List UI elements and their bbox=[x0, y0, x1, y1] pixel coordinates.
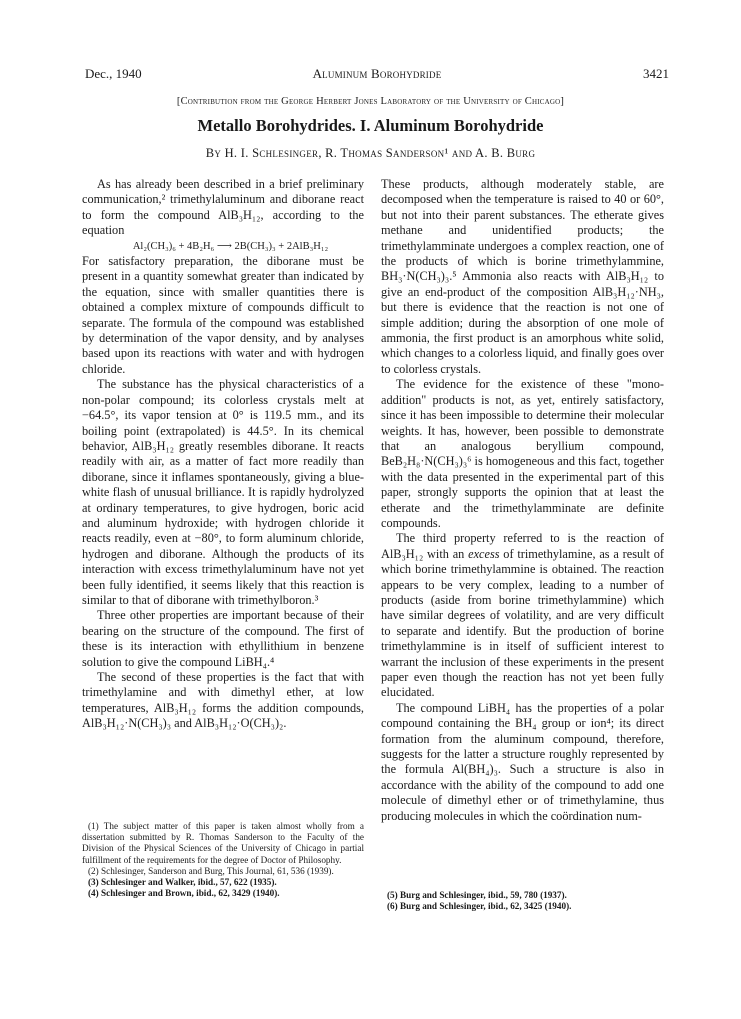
contribution-line: [Contribution from the George Herbert Jones Laboratory of the University of Chicago] bbox=[176, 96, 565, 107]
paragraph: The second of these properties is the fact that with trimethylamine and with dimethyl ether, at low temperatures, AlB₃H₁₂ forms the addition compounds, AlB₃H₁₂·N(CH₃)₃ and AlB₃H₁₂·O(CH₃)₂. bbox=[82, 670, 364, 731]
left-column bbox=[82, 177, 364, 732]
footnote: (6) Burg and Schlesinger, ibid., 62, 3425 (1940). bbox=[387, 901, 572, 912]
emphasis: excess bbox=[468, 546, 500, 561]
issue-date: Dec., 1940 bbox=[85, 66, 142, 81]
paragraph: Three other properties are important because of their bearing on the structure of the compound. The first of these is its interaction with ethyllithium in benzene solution to give the compound LiBH₄.⁴ bbox=[82, 608, 364, 669]
paragraph: The compound LiBH₄ has the properties of a polar compound containing the BH₄ group or ion⁴; its direct formation from the aluminum compound, therefore, suggests for the latter a structure roughly represented by the formula Al(BH₄)₃. Such a structure is also in accordance with the ability of the compound to add one molecule of dimethyl ether or of trimethylamine, thus producing molecules in which the coördination num- bbox=[381, 700, 664, 823]
right-column bbox=[381, 177, 664, 824]
paragraph: The substance has the physical characteristics of a non-polar compound; its colorless crystals melt at −64.5°, its vapor tension at 0° is 119.5 mm., and its boiling point (extrapolated) is 44.5°. In its chemical behavior, AlB₃H₁₂ greatly resembles diborane. It reacts readily with air, as a matter of fact more readily than diborane, since it inflames spontaneously, giving a blue-white flash of unusual brilliance. It is rapidly hydrolyzed at ordinary temperatures, to give hydrogen, boric acid and aluminum hydroxide; with hydrogen chloride it reacts readily, even at −80°, to form aluminum chloride, hydrogen and diborane. Although the products of its interaction with excess trimethylaluminum have not yet been fully identified, it seems likely that this reaction is similar to that of diborane with trimethylboron.³ bbox=[82, 377, 364, 607]
article-title: Metallo Borohydrides. I. Aluminum Borohydride bbox=[197, 116, 544, 135]
paragraph: The evidence for the existence of these "mono-addition" products is not, as yet, entirely satisfactory, since it has been impossible to determine their molecular weights. It has, however, been possible to demonstrate that an analogous beryllium compound, BeB₂H₈·N(CH₃)₃⁶ is homogeneous and this fact, together with the data presented in the experimental part of this paper, strongly supports the opinion that at least the etherate and the trimethylamminate are definite compounds. bbox=[381, 377, 664, 530]
paragraph: As has already been described in a brief preliminary communication,² trimethylaluminum and diborane react to form the compound AlB₃H₁₂, according to the equation bbox=[82, 177, 364, 238]
footnote: (5) Burg and Schlesinger, ibid., 59, 780 (1937). bbox=[387, 890, 567, 900]
footnotes-left bbox=[82, 821, 364, 899]
paragraph bbox=[381, 531, 664, 700]
running-title: Aluminum Borohydride bbox=[312, 66, 442, 81]
paragraph: For satisfactory preparation, the diborane must be present in a quantity somewhat greater than indicated by the equation, since with smaller quantities there is obtained a complex mixture of compounds difficult to separate. The formula of the compound was established by determination of the vapor density, and by analyses based upon its reactions with water and with hydrogen chloride. bbox=[82, 254, 364, 376]
page-number: 3421 bbox=[643, 66, 669, 81]
text-run: of trimethylamine, as a result of which borine trimethylammine is obtained. The reaction appears to be very complex, leading to a number of products (aside from borine trimethylammine) which have similar degrees of volatility, and are very difficult to separate and identify. But the production of borine trimethylammine is in itself of sufficient interest to warrant the inclusion of these experiments in the present paper even though the reaction has not yet been fully elucidated. bbox=[381, 546, 665, 700]
footnote: (3) Schlesinger and Walker, ibid., 57, 622 (1935). bbox=[88, 877, 277, 888]
footnotes-right bbox=[381, 890, 664, 912]
footnote: (4) Schlesinger and Brown, ibid., 62, 3429 (1940). bbox=[88, 888, 280, 899]
footnote: (1) The subject matter of this paper is taken almost wholly from a dissertation submitted by R. Thomas Sanderson to the Faculty of the Division of the Physical Sciences of the University of Chicago in partial fulfillment of the requirements for the degree of Doctor of Philosophy. bbox=[82, 821, 364, 865]
paragraph: These products, although moderately stable, are decomposed when the temperature is raised to 40 or 60°, but not into their parent substances. The etherate gives methane and unidentified products; the trimethylamminate undergoes a complex reaction, one of the products of which is borine trimethylammine, BH₃·N(CH₃)₃.⁵ Ammonia also reacts with AlB₃H₁₂ to give an end-product of the composition AlB₃H₁₂·NH₃, but there is evidence that the reaction is not one of simple addition; during the absorption of one mole of ammonia, the first product is an amorphous white solid, which changes to a colorless liquid, and finally goes over to colorless crystals. bbox=[381, 177, 664, 376]
author-line: By H. I. Schlesinger, R. Thomas Sanderson¹ and A. B. Burg bbox=[205, 146, 536, 160]
footnote: (2) Schlesinger, Sanderson and Burg, This Journal, 61, 536 (1939). bbox=[88, 865, 334, 876]
reaction-equation: Al₂(CH₃)₆ + 4B₂H₆ ⟶ 2B(CH₃)₃ + 2AlB₃H₁₂ bbox=[132, 240, 329, 252]
text-run: The third property referred to is the reaction of AlB₃H₁₂ with an bbox=[381, 531, 664, 561]
